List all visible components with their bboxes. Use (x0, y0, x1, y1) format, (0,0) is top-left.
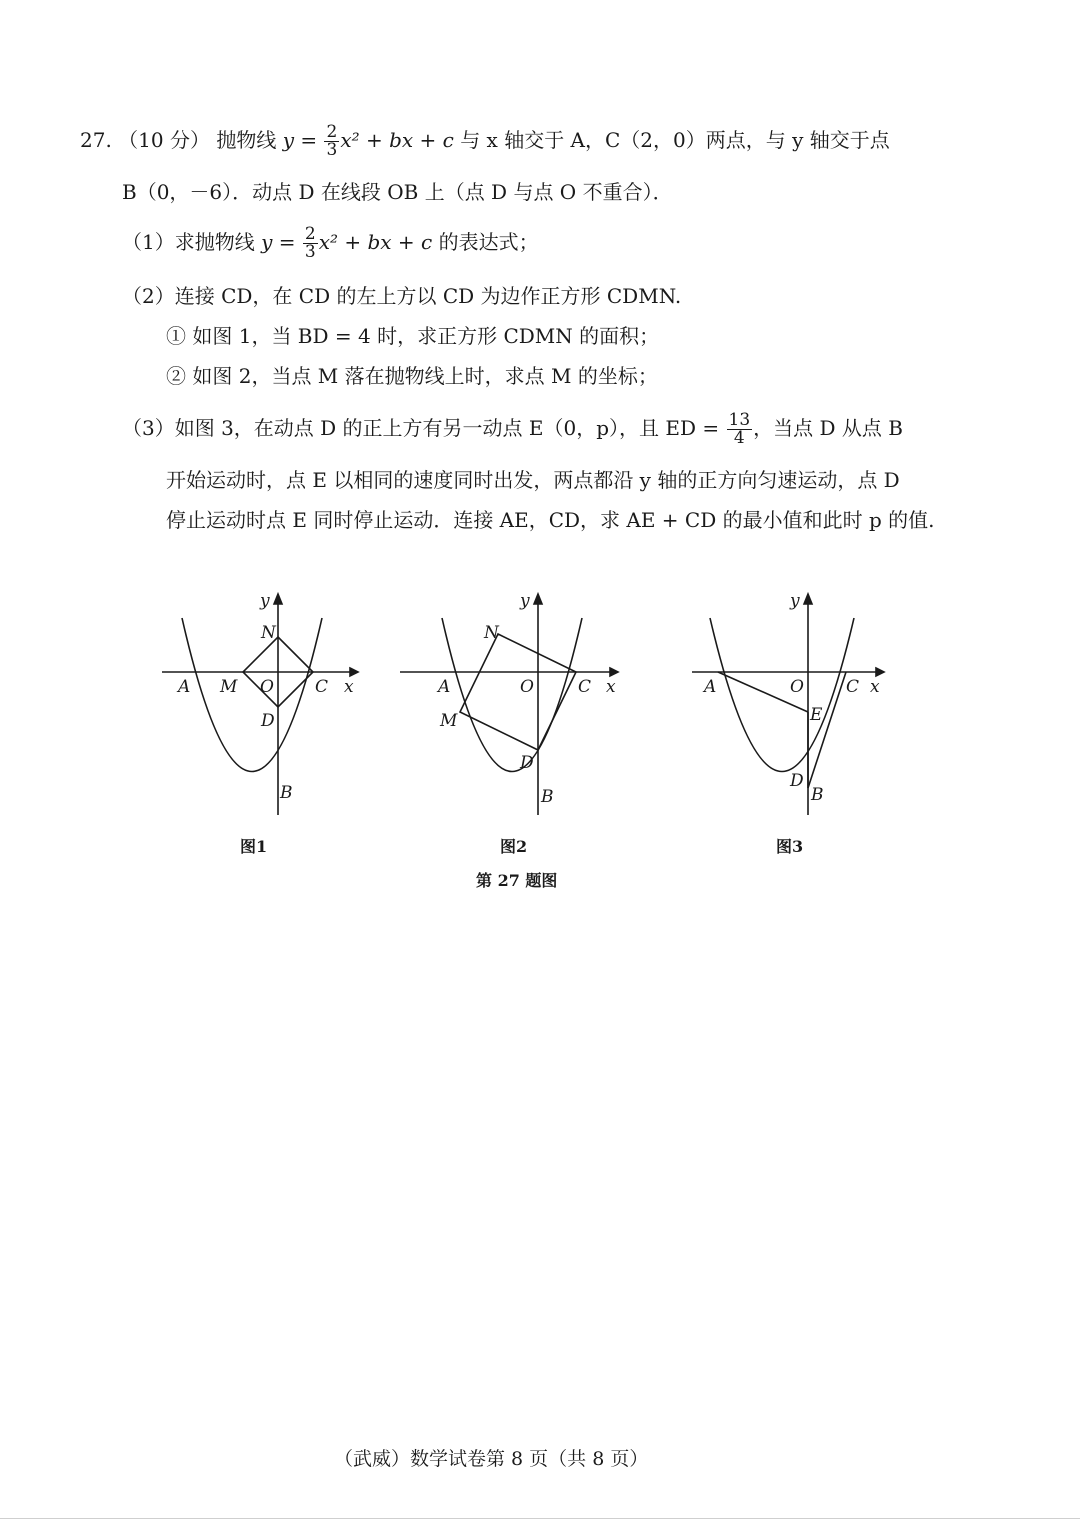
label-d: D (520, 753, 534, 773)
label-y: y (790, 591, 800, 611)
label-y: y (260, 591, 270, 611)
question-2-sub2: ② 如图 2，当点 M 落在抛物线上时，求点 M 的坐标； (166, 364, 658, 388)
figure-2-caption: 图2 (500, 837, 528, 856)
figures-group-caption: 第 27 题图 (476, 871, 558, 890)
label-x: x (344, 677, 354, 697)
label-c: C (315, 677, 329, 697)
label-x: x (606, 677, 616, 697)
question-3-line2: 开始运动时，点 E 以相同的速度同时出发，两点都沿 y 轴的正方向匀速运动，点 D (166, 468, 900, 492)
x-axis-arrow (610, 668, 618, 676)
figure-1-caption: 图1 (240, 837, 268, 856)
figure-2 (398, 590, 628, 840)
label-m: M (220, 677, 238, 697)
label-c: C (578, 677, 592, 697)
y-axis-arrow (534, 594, 542, 604)
label-b: B (541, 787, 554, 807)
parabola (182, 618, 322, 772)
problem-number: 27. (80, 128, 112, 152)
label-x: x (870, 677, 880, 697)
problem-stem-line2: B（0，－6）．动点 D 在线段 OB 上（点 D 与点 O 不重合）． (122, 180, 673, 204)
figure-1 (160, 590, 370, 840)
label-a: A (704, 677, 717, 697)
label-o: O (520, 677, 534, 697)
label-d: D (261, 711, 275, 731)
label-o: O (260, 677, 274, 697)
label-m: M (440, 711, 458, 731)
parabola (710, 618, 854, 772)
x-axis-arrow (350, 668, 358, 676)
stem-text-b: 与 x 轴交于 A，C（2，0）两点，与 y 轴交于点 (460, 128, 890, 152)
y-axis-arrow (804, 594, 812, 604)
label-b: B (811, 785, 824, 805)
y-axis-arrow (274, 594, 282, 604)
label-o: O (790, 677, 804, 697)
fraction-two-thirds-q1: $\frac{2}{3}$ (304, 224, 316, 262)
bottom-rule (0, 1518, 1080, 1519)
equation-lhs: y = (282, 128, 318, 152)
segment-dc (808, 672, 846, 788)
label-d: D (790, 771, 804, 791)
label-b: B (280, 783, 293, 803)
label-a: A (178, 677, 191, 697)
equation-rhs: x² + bx + c (340, 128, 454, 152)
problem-points: （10 分） (118, 128, 210, 152)
fraction-two-thirds: $\frac{2}{3}$ (326, 122, 338, 160)
page-footer: （武威）数学试卷第 8 页（共 8 页） (334, 1448, 649, 1470)
fraction-thirteen-fourths: $\frac{13}{4}$ (728, 410, 751, 448)
label-e: E (810, 705, 823, 725)
question-3: （3）如图 3，在动点 D 的正上方有另一动点 E（0，p），且 ED = $\frac{13}{4}$ ，当点 D 从点 B (122, 410, 903, 448)
stem-text-a: 抛物线 (216, 128, 277, 152)
question-1: （1）求抛物线 y = $\frac{2}{3}$ x² + bx + c 的表达式； (122, 224, 539, 262)
label-n: N (484, 623, 499, 643)
question-3-line3: 停止运动时点 E 同时停止运动．连接 AE，CD，求 AE + CD 的最小值和此时 p 的值. (166, 508, 935, 532)
label-n: N (261, 623, 276, 643)
question-2-sub1: ① 如图 1，当 BD = 4 时，求正方形 CDMN 的面积； (166, 324, 660, 348)
label-y: y (520, 591, 530, 611)
label-c: C (846, 677, 860, 697)
label-a: A (438, 677, 451, 697)
x-axis-arrow (876, 668, 884, 676)
problem-stem-line1 (80, 124, 890, 159)
figure-3 (690, 590, 910, 840)
figure-3-caption: 图3 (776, 837, 804, 856)
question-2: （2）连接 CD，在 CD 的左上方以 CD 为边作正方形 CDMN. (122, 284, 682, 308)
